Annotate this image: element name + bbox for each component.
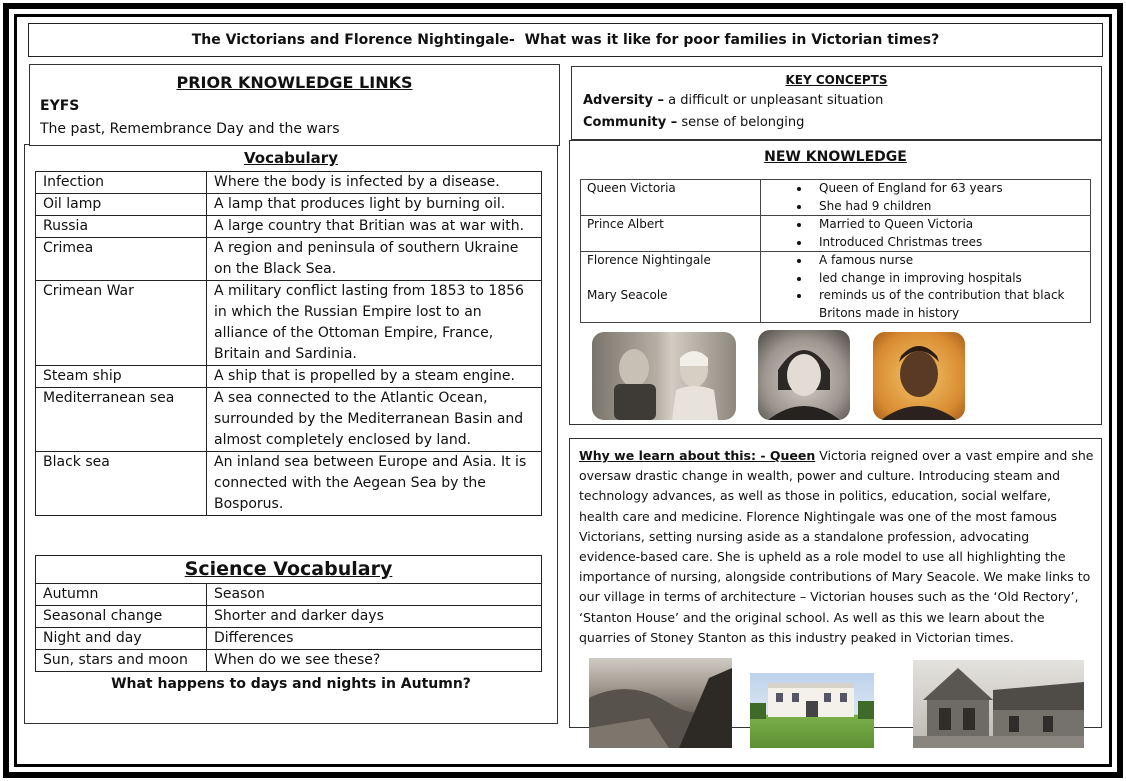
prior-knowledge-panel: [29, 64, 560, 146]
key-concepts-heading: KEY CONCEPTS: [785, 73, 888, 87]
vocab-term: Crimean War: [36, 281, 207, 366]
vocab-term: Black sea: [36, 452, 207, 516]
person-name: Prince Albert: [581, 216, 761, 252]
new-knowledge-panel: [569, 140, 1102, 425]
list-item: • led change in improving hospitals: [811, 270, 1084, 288]
victoria-albert-photo: [592, 332, 736, 420]
vocab-definition: Shorter and darker days: [207, 606, 542, 628]
table-row: [36, 628, 542, 650]
person-name: Queen Victoria: [581, 180, 761, 216]
vocab-definition: A lamp that produces light by burning oil.: [207, 194, 542, 216]
table-row: [36, 452, 542, 516]
key-concept-term: Community –: [583, 115, 678, 130]
table-row: [581, 252, 1091, 323]
table-row: [581, 180, 1091, 216]
list-item: • A famous nurse: [811, 252, 1084, 270]
table-row: [36, 238, 542, 281]
florence-nightingale-photo: [758, 330, 850, 420]
table-row: [36, 194, 542, 216]
person-name: [581, 252, 761, 323]
list-item: • Introduced Christmas trees: [811, 234, 1084, 252]
vocab-definition: Where the body is infected by a disease.: [207, 172, 542, 194]
table-row: [36, 388, 542, 452]
person-facts: [761, 180, 1091, 216]
vocab-definition: Differences: [207, 628, 542, 650]
vocab-term: Autumn: [36, 584, 207, 606]
why-learn-label: Why we learn about this: - Queen: [579, 448, 816, 463]
table-row: [36, 172, 542, 194]
vocab-definition: A region and peninsula of southern Ukraine on the Black Sea.: [207, 238, 542, 281]
original-school-photo: [913, 660, 1084, 748]
why-learn-text: [579, 446, 1094, 648]
person-facts: [761, 216, 1091, 252]
vocab-term: Steam ship: [36, 366, 207, 388]
key-concept-community: [583, 115, 804, 130]
eyfs-label: EYFS: [40, 98, 80, 114]
science-vocabulary-heading: Science Vocabulary: [35, 555, 542, 583]
new-knowledge-table: [580, 179, 1091, 323]
vocab-term: Russia: [36, 216, 207, 238]
table-row: [36, 366, 542, 388]
list-item: • Married to Queen Victoria: [811, 216, 1084, 234]
list-item: • reminds us of the contribution that black Britons made in history: [811, 287, 1084, 322]
table-row: [36, 216, 542, 238]
key-concepts-panel: [571, 66, 1102, 140]
vocab-definition: When do we see these?: [207, 650, 542, 672]
vocabulary-heading: Vocabulary: [244, 149, 338, 167]
why-learn-body: Victoria reigned over a vast empire and she oversaw drastic change in wealth, power and culture. Introducing steam and technology advances, as well as those in politics, education, social welfare, health care and medicine. Florence Nightingale was one of the most famous Victorians, setting nursing aside as a standalone profession, advocating evidence-based care. She is upheld as a role model to use all highlighting the importance of nursing, alongside contributions of Mary Seacole. We make links to our village in terms of architecture – Victorian houses such as the ‘Old Rectory’, ‘Stanton House’ and the original school. As well as this we learn about the quarries of Stoney Stanton as this industry peaked in Victorian times.: [579, 448, 1094, 645]
vocab-definition: An inland sea between Europe and Asia. It is connected with the Aegean Sea by the Bosporus.: [207, 452, 542, 516]
vocab-term: Night and day: [36, 628, 207, 650]
page-title: The Victorians and Florence Nightingale- What was it like for poor families in Victorian times?: [28, 23, 1103, 57]
prior-knowledge-text: The past, Remembrance Day and the wars: [40, 121, 340, 137]
vocab-term: Seasonal change: [36, 606, 207, 628]
person-name-florence: Florence Nightingale: [587, 253, 711, 267]
list-item: • Queen of England for 63 years: [811, 180, 1084, 198]
vocab-term: Crimea: [36, 238, 207, 281]
vocab-term: Sun, stars and moon: [36, 650, 207, 672]
key-concept-definition: a difficult or unpleasant situation: [663, 93, 884, 108]
science-question: What happens to days and nights in Autumn?: [111, 676, 471, 692]
person-facts: [761, 252, 1091, 323]
science-vocabulary-table: [35, 583, 542, 672]
vocab-definition: A large country that Britian was at war with.: [207, 216, 542, 238]
quarry-photo: [589, 658, 732, 748]
mary-seacole-photo: [873, 332, 965, 420]
vocab-definition: A sea connected to the Atlantic Ocean, surrounded by the Mediterranean Basin and almost completely enclosed by land.: [207, 388, 542, 452]
vocab-definition: Season: [207, 584, 542, 606]
key-concept-adversity: [583, 93, 883, 108]
table-row: [581, 216, 1091, 252]
table-row: [36, 584, 542, 606]
stanton-house-photo: [750, 673, 874, 748]
new-knowledge-heading: NEW KNOWLEDGE: [764, 149, 907, 165]
vocabulary-table: [35, 171, 542, 516]
vocab-definition: A ship that is propelled by a steam engine.: [207, 366, 542, 388]
vocab-term: Mediterranean sea: [36, 388, 207, 452]
table-row: [36, 281, 542, 366]
table-row: [36, 606, 542, 628]
prior-knowledge-heading: PRIOR KNOWLEDGE LINKS: [176, 73, 413, 92]
key-concept-term: Adversity –: [583, 93, 664, 108]
vocab-term: Oil lamp: [36, 194, 207, 216]
vocab-term: Infection: [36, 172, 207, 194]
vocab-definition: A military conflict lasting from 1853 to 1856 in which the Russian Empire lost to an alliance of the Ottoman Empire, France, Britain and Sardinia.: [207, 281, 542, 366]
table-row: [36, 650, 542, 672]
list-item: • She had 9 children: [811, 198, 1084, 216]
vocabulary-panel: [24, 144, 558, 724]
key-concept-definition: sense of belonging: [677, 115, 805, 130]
person-name-mary: Mary Seacole: [587, 288, 668, 302]
